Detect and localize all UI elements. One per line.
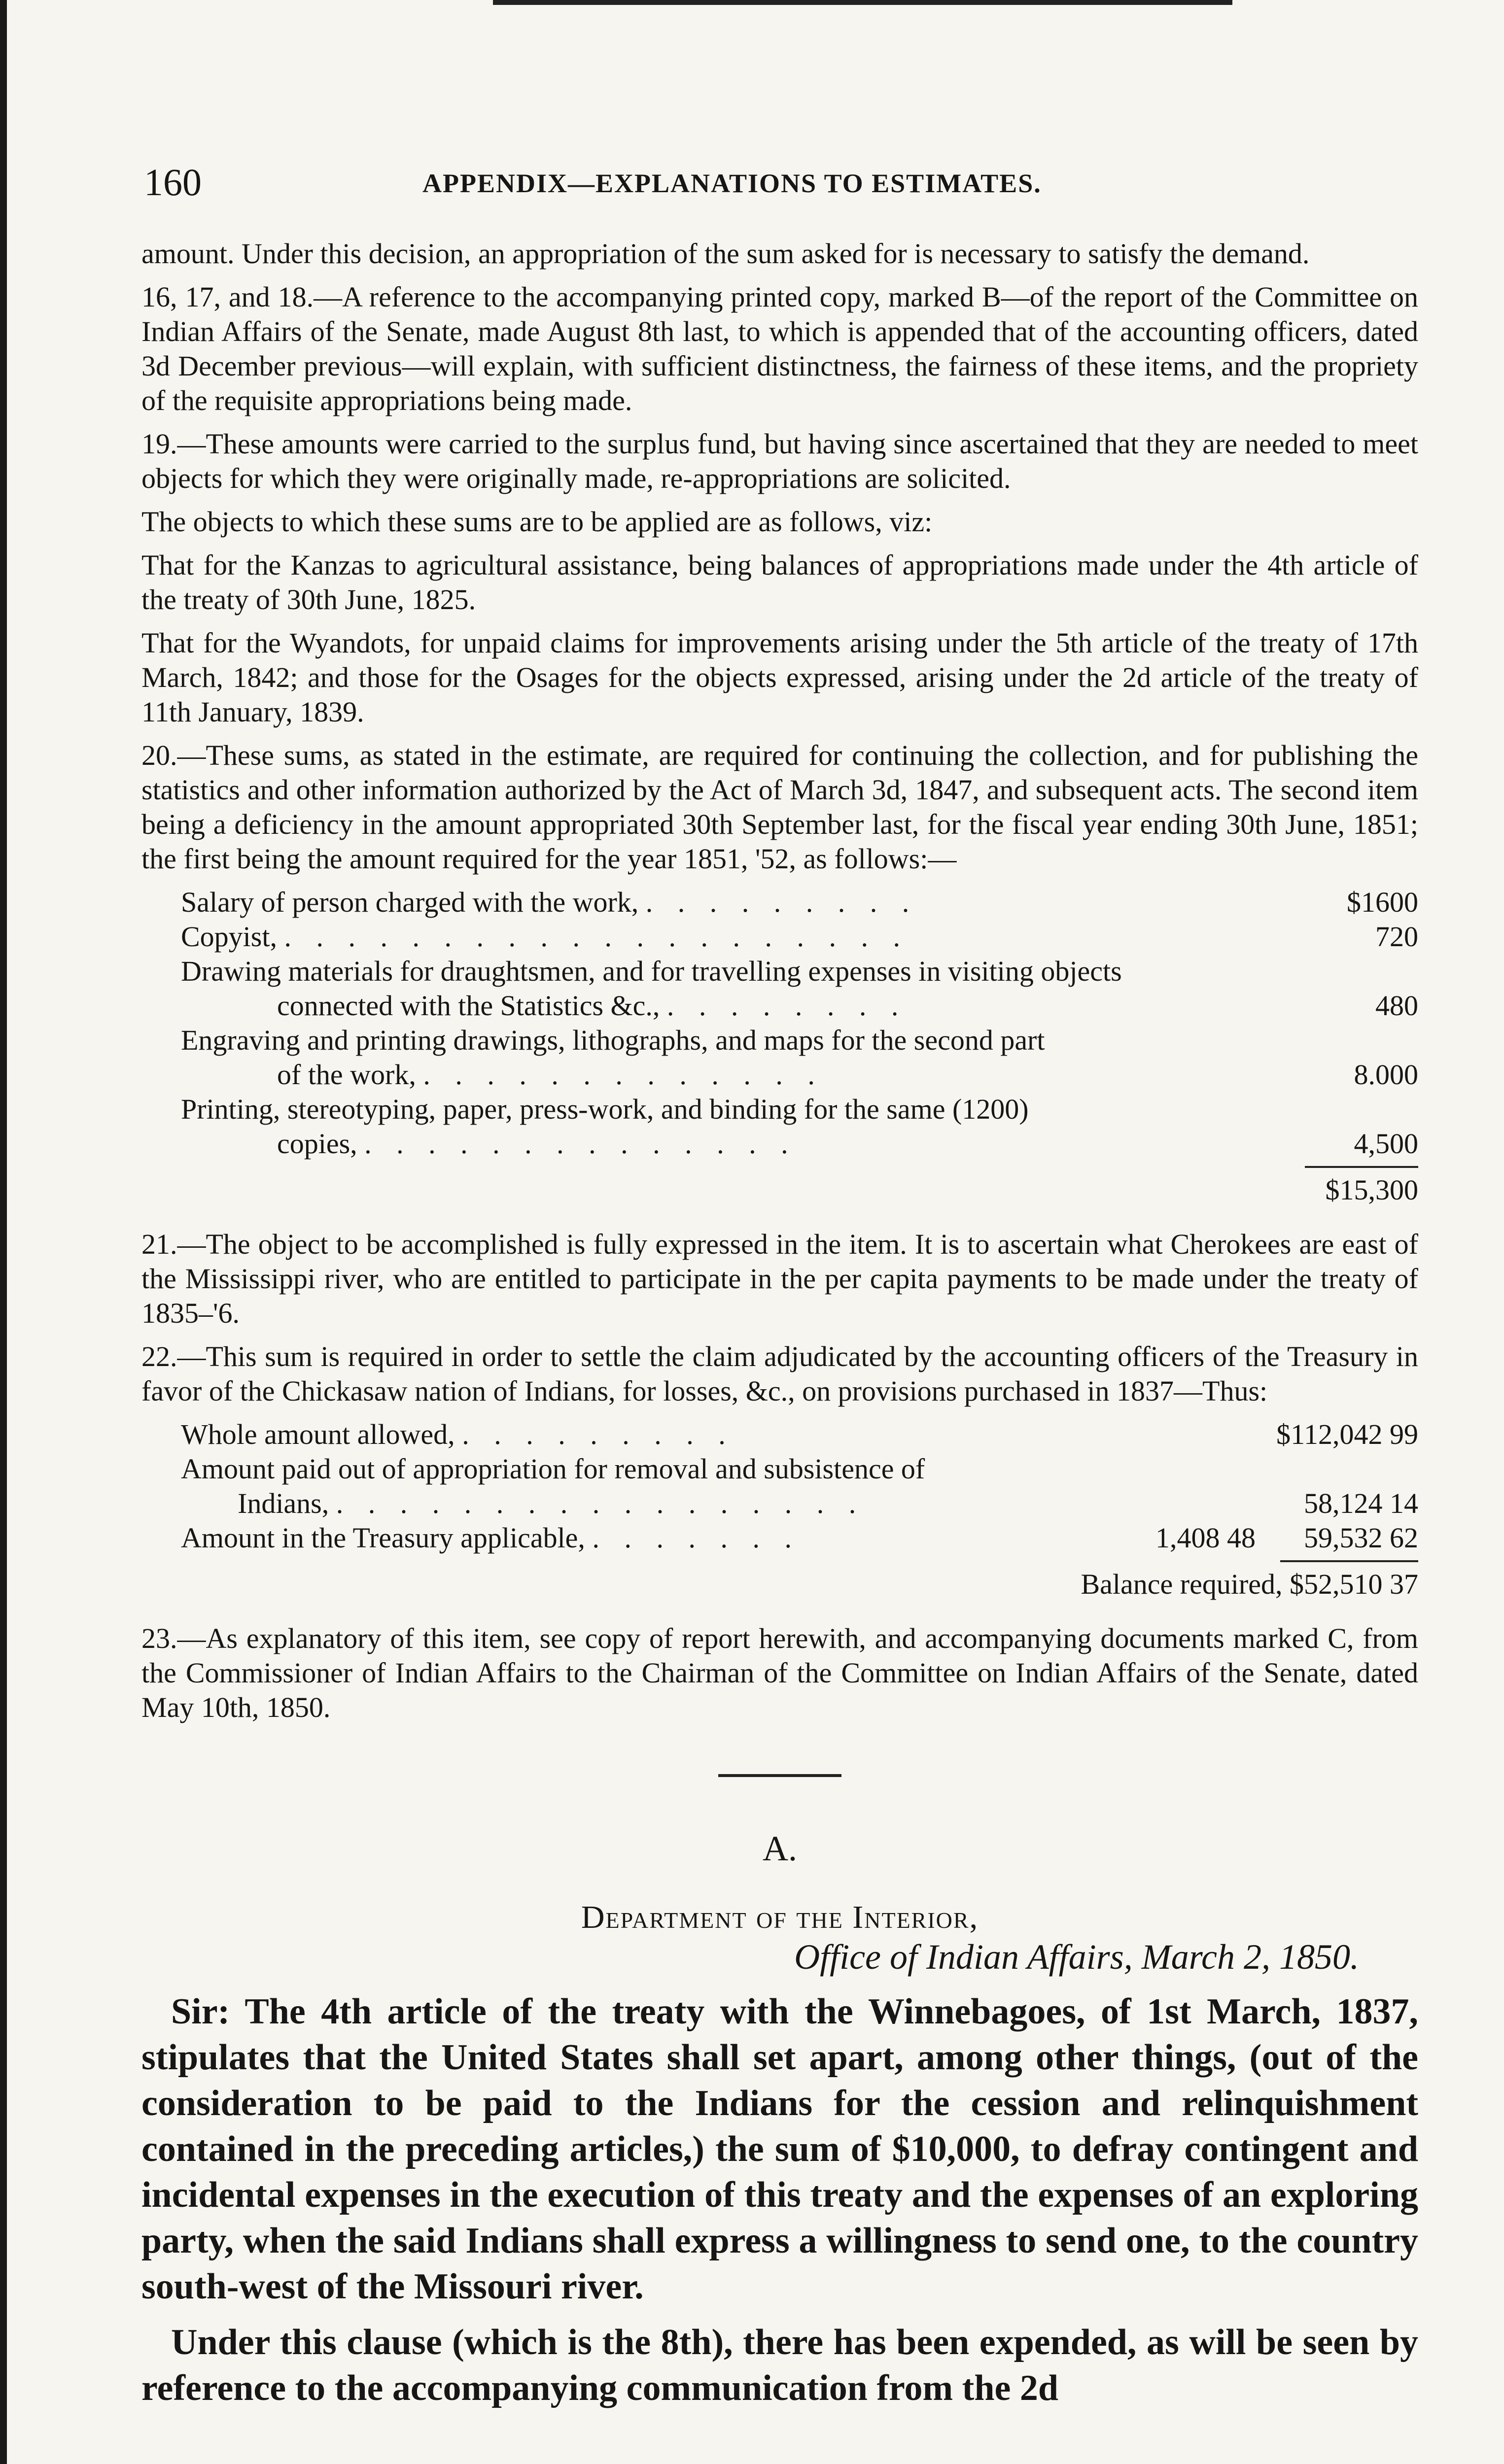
paragraph-22: 22.—This sum is required in order to settle the claim adjudicated by the accounting officers of the Treasury in favor of the Chickasaw nation of Indians, for losses, &c., on provisions purchased in 1837—Thus: — [141, 1340, 1418, 1407]
row-label-continued: Indians, — [238, 1487, 329, 1519]
paragraph-16-17-18: 16, 17, and 18.—A reference to the accompanying printed copy, marked B—of the report of the Committee on Indian Affairs of the Senate, made August 8th last, to which is appended that of the accounting officers, dated 3d December previous—will explain, with sufficient distinctness, the fairness of these items, and the propriety of the requisite appropriations being made. — [141, 281, 1418, 416]
table-row — [141, 1452, 1418, 1486]
sum-rule — [1280, 1560, 1418, 1562]
table-total: $15,300 — [1325, 1174, 1418, 1206]
leader-dots: . . . . . . . . . — [645, 886, 918, 918]
row-amount: 8.000 — [1354, 1059, 1418, 1091]
paragraph-amount: amount. Under this decision, an appropriation of the sum asked for is necessary to satisfy the demand. — [141, 238, 1310, 270]
row-label: Drawing materials for draughtsmen, and for travelling expenses in visiting objects — [181, 955, 1122, 987]
leader-dots: . . . . . . . . . . . . . . . . . — [336, 1487, 865, 1519]
letter-body — [141, 1989, 1418, 2411]
row-label-continued: connected with the Statistics &c., — [277, 990, 660, 1022]
paragraph-19: 19.—These amounts were carried to the surplus fund, but having since ascertained that they are needed to meet objects for which they were originally made, re-appropriations are solicited. — [141, 428, 1418, 494]
balance-required: Balance required, $52,510 37 — [1081, 1568, 1418, 1600]
row-label: Salary of person charged with the work, — [181, 886, 639, 918]
page-body — [141, 237, 1418, 2421]
leader-dots: . . . . . . . . . . . . . . — [364, 1128, 797, 1160]
paragraph-kanzas: That for the Kanzas to agricultural assistance, being balances of appropriations made under the 4th article of the treaty of 30th June, 1825. — [141, 549, 1418, 616]
paragraph-21: 21.—The object to be accomplished is fully expressed in the item. It is to ascertain what Cherokees are east of the Mississippi river, who are entitled to participate in the per capita payments to be made under the treaty of 1835–'6. — [141, 1228, 1418, 1329]
leader-dots: . . . . . . . — [592, 1522, 801, 1554]
row-label: Printing, stereotyping, paper, press-work, and binding for the same (1200) — [181, 1093, 1029, 1125]
table-row — [141, 1058, 1418, 1092]
appendix-letter: A. — [763, 1829, 797, 1868]
top-edge-rule — [493, 0, 1232, 5]
leader-dots: . . . . . . . . — [666, 990, 908, 1022]
statistics-cost-table — [141, 885, 1418, 1212]
page-number: 160 — [144, 161, 202, 204]
letter-paragraph: Under this clause (which is the 8th), there has been expended, as will be seen by reference to the accompanying communication from the 2d — [141, 2322, 1418, 2408]
table-row — [141, 989, 1418, 1023]
row-label-continued: copies, — [277, 1128, 357, 1160]
row-label: Copyist, — [181, 921, 277, 953]
table-row — [141, 1486, 1418, 1521]
sum-rule — [1305, 1166, 1418, 1168]
table-row — [141, 1023, 1418, 1058]
table-row — [141, 954, 1418, 989]
row-label: Amount paid out of appropriation for removal and subsistence of — [181, 1453, 925, 1485]
row-amount: 4,500 — [1354, 1128, 1418, 1160]
paragraph-23: 23.—As explanatory of this item, see copy of report herewith, and accompanying documents marked C, from the Commissioner of Indian Affairs to the Chairman of the Committee on Indian Affairs of the Senate, dated May 10th, 1850. — [141, 1622, 1418, 1723]
section-separator — [718, 1774, 841, 1777]
row-amount: $1600 — [1347, 886, 1418, 918]
page-header — [144, 160, 1396, 205]
chickasaw-claim-table — [141, 1417, 1418, 1607]
leader-dots: . . . . . . . . . . . . . . . . . . . . — [284, 921, 909, 953]
row-label-continued: of the work, — [277, 1059, 416, 1091]
leader-dots: . . . . . . . . . . . . . — [423, 1059, 824, 1091]
paragraph-objects: The objects to which these sums are to be applied are as follows, viz: — [141, 506, 933, 538]
leader-dots: . . . . . . . . . — [462, 1418, 735, 1450]
row-label: Whole amount allowed, — [181, 1418, 455, 1450]
row-amount: 720 — [1375, 921, 1418, 953]
paragraph-wyandots: That for the Wyandots, for unpaid claims for improvements arising under the 5th article of the treaty of 17th March, 1842; and those for the Osages for the objects expressed, arising under the 2d article of the treaty of 11th January, 1839. — [141, 627, 1418, 728]
table-row — [141, 885, 1418, 920]
row-amount: 58,124 14 — [1304, 1487, 1418, 1519]
row-amount: $112,042 99 — [1276, 1418, 1418, 1450]
row-amount: 59,532 62 — [1304, 1522, 1418, 1554]
left-page-edge — [0, 0, 7, 2464]
table-row — [141, 1092, 1418, 1127]
paragraph-20: 20.—These sums, as stated in the estimate, are required for continuing the collection, and for publishing the statistics and other information authorized by the Act of March 3d, 1847, and subsequent acts. The second item being a deficiency in the amount appropriated 30th September last, for the fiscal year ending 30th June, 1851; the first being the amount required for the year 1851, '52, as follows:— — [141, 739, 1418, 875]
row-label: Engraving and printing drawings, lithographs, and maps for the second part — [181, 1024, 1045, 1056]
table-row — [141, 920, 1418, 954]
table-row — [141, 1417, 1418, 1452]
letter-paragraph: Sir: The 4th article of the treaty with the Winnebagoes, of 1st March, 1837, stipulates that the United States shall set apart, among other things, (out of the consideration to be paid to the Indians for the cession and relinquishment contained in the preceding articles,) the sum of $10,000, to defray contingent and incidental expenses in the execution of this treaty and the expenses of an exploring party, when the said Indians shall express a willingness to send one, to the country south-west of the Missouri river. — [141, 1991, 1418, 2307]
table-row — [141, 1521, 1418, 1555]
table-row — [141, 1127, 1418, 1161]
row-subamount: 1,408 48 — [1155, 1522, 1256, 1554]
running-title: APPENDIX—EXPLANATIONS TO ESTIMATES. — [422, 169, 1042, 198]
office-dateline: Office of Indian Affairs, March 2, 1850. — [794, 1937, 1359, 1977]
row-label: Amount in the Treasury applicable, — [181, 1522, 585, 1554]
row-amount: 480 — [1375, 990, 1418, 1022]
department-heading: Department of the Interior, — [581, 1899, 979, 1935]
